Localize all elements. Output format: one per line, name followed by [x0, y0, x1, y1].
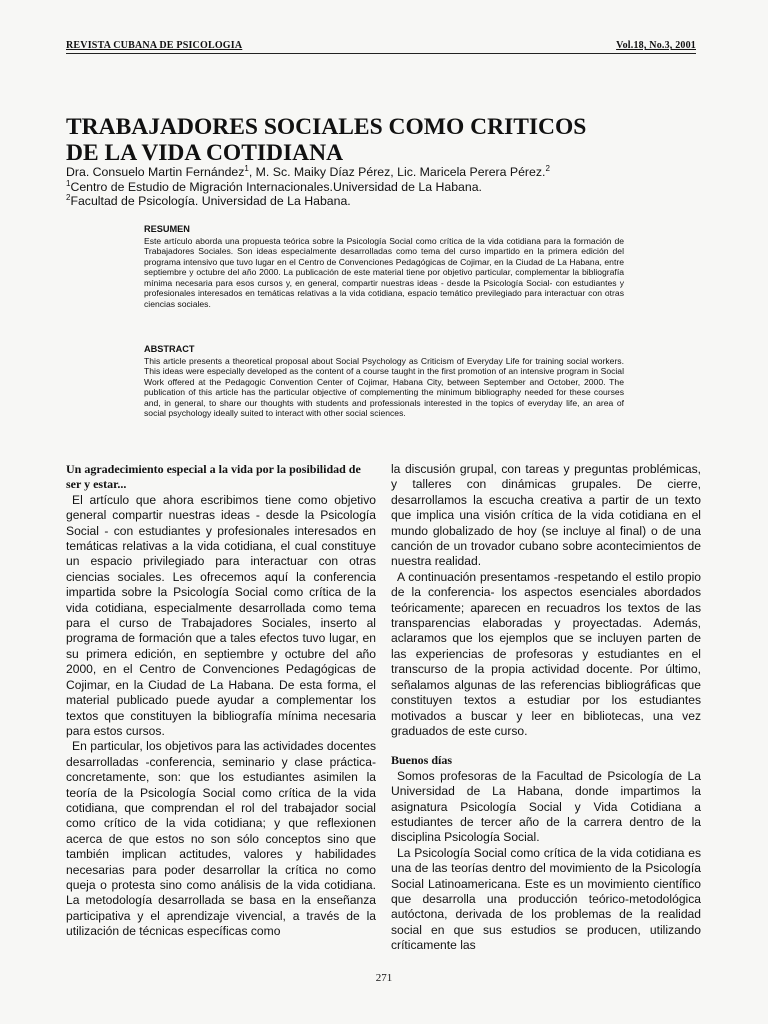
volume-issue: Vol.18, No.3, 2001: [616, 40, 696, 51]
body-paragraph: El artículo que ahora escribimos tiene como objetivo general compartir nuestras ideas - desde la Psicología Social - con estudiantes y profesionales interesados en temáticas relativas a la vida cotidiana, el cual constituye un espacio privilegiado para interactuar con otras ciencias sociales. Les ofrecemos aquí la conferencia impartida sobre la Psicología Social como crítica de la vida cotidiana, especialmente desarrollada como tema para el curso de Trabajadores Sociales, inserto al programa de formación que a tales efectos tuvo lugar, en su primera edición, en septiembre y octubre del año 2000, en el Centro de Convenciones Pedagógicas de Cojimar, en la Ciudad de La Habana. De esta forma, el material publicado puede ayudar a complementar los textos que constituyen la bibliografía mínima necesaria para estos cursos.: [66, 492, 376, 738]
running-header: [66, 40, 696, 54]
resumen-text: Este artículo aborda una propuesta teórica sobre la Psicología Social como crítica de la vida cotidiana para la formación de Trabajadores Sociales. Son ideas especialmente desarrolladas como tema del curso impartido en la primera edición del programa intensivo que tuvo lugar en el Centro de Convenciones Pedagógicas de Cojimar, en la Ciudad de La Habana, entre septiembre y octubre del año 2000. La publicación de este material tiene por objetivo particular, complementar la bibliografía mínima necesaria para esos cursos y, en general, compartir nuestras ideas - desde la Psicología Social- con estudiantes y profesionales interesados en temáticas relativas a la vida cotidiana, espacio temático previlegiado para interactuar con otras ciencias sociales.: [144, 235, 624, 309]
body-paragraph: Somos profesoras de la Facultad de Psicología de La Universidad de La Habana, donde impartimos la asignatura Psicología Social y Vida Cotidiana a estudiantes de tercer año de la carrera dentro de la disciplina Psicología Social.: [391, 768, 701, 845]
article-title: [66, 114, 696, 166]
body-paragraph: la discusión grupal, con tareas y preguntas problémicas, y talleres con dinámicas grupales. De cierre, desarrollamos la escucha creativa a partir de un texto que implica una visión crítica de la vida cotidiana en el mundo globalizado de hoy (se incluye al final) o de una canción de un trovador cubano sobre acontecimientos de nuestra realidad.: [391, 462, 701, 569]
authors-line: Dra. Consuelo Martin Fernández$^1$, M. Sc. Maiky Díaz Pérez, Lic. Maricela Perera Pérez.$^2$: [66, 163, 550, 179]
affiliation-2: $^2$Facultad de Psicología. Universidad de La Habana.: [66, 192, 351, 208]
abstract-block: [144, 344, 624, 419]
resumen-block: [144, 224, 624, 309]
right-column: [391, 462, 701, 954]
authors-block: [66, 165, 706, 209]
section-heading: Buenos días: [391, 753, 453, 768]
body-paragraph: A continuación presentamos -respetando el estilo propio de la conferencia- los aspectos esenciales abordados teóricamente; aparecen en recuadros los textos de las transparencias elaboradas y proyectadas. Además, aclaramos que los ejemplos que se incluyen parten de las experiencias de profesoras y estudiantes en el transcurso de la propia actividad docente. Por último, señalamos algunas de las referencias bibliográficas que constituyen textos a estudiar por los estudiantes motivados a buscar y leer en bibliotecas, una vez graduados de este curso.: [391, 569, 701, 738]
article-title-line-1: TRABAJADORES SOCIALES COMO CRITICOS: [66, 114, 587, 140]
abstract-text: This article presents a theoretical proposal about Social Psychology as Criticism of Everyday Life for training social workers. This ideas were especially developed as the content of a course taught in the first promotion of an intensive program in Social Work offered at the Pedagogic Convention Center of Cojimar, Habana City, between September and October, 2000. The publication of this article has the particular objective of complementing the minimum bibliography needed for these courses and, in general, to share our thoughts with students and professionals interested in the topics of everyday life, an area of social psychology ideally suited to interact with other social sciences.: [144, 355, 624, 419]
resumen-heading: RESUMEN: [144, 224, 190, 234]
body-paragraph: En particular, los objetivos para las actividades docentes desarrolladas -conferencia, seminario y clase práctica- concretamente, son: que los estudiantes asimilen la teoría de la Psicología Social como crítica de la vida cotidiana, que comprendan el rol del trabajador social como crítico de la vida cotidiana; y que reflexionen acerca de que estos no son sólo conceptos sino que también implican actitudes, valores y habilidades necesarias para poder desarrollar la crítica no como queja o protesta sino como análisis de la vida cotidiana. La metodología desarrollada se basa en la enseñanza participativa y el aprendizaje vivencial, a través de la utilización de técnicas específicas como: [66, 739, 376, 939]
dedication-heading: Un agradecimiento especial a la vida por la posibilidad de ser y estar...: [66, 462, 361, 492]
abstract-heading: ABSTRACT: [144, 344, 195, 354]
article-title-line-2: DE LA VIDA COTIDIANA: [66, 140, 344, 166]
page-number: 271: [375, 972, 393, 984]
affiliation-1: $^1$Centro de Estudio de Migración Internacionales.Universidad de La Habana.: [66, 178, 482, 194]
journal-name: REVISTA CUBANA DE PSICOLOGIA: [66, 40, 243, 51]
body-paragraph: La Psicología Social como crítica de la vida cotidiana es una de las teorías dentro del movimiento de la Psicología Social Latinoamericana. Este es un movimiento científico que desarrolla una producción teórico-metodológica autóctona, derivada de los problemas de la realidad social en que sus estudios se producen, utilizando críticamente las: [391, 845, 701, 953]
left-column: [66, 462, 376, 940]
